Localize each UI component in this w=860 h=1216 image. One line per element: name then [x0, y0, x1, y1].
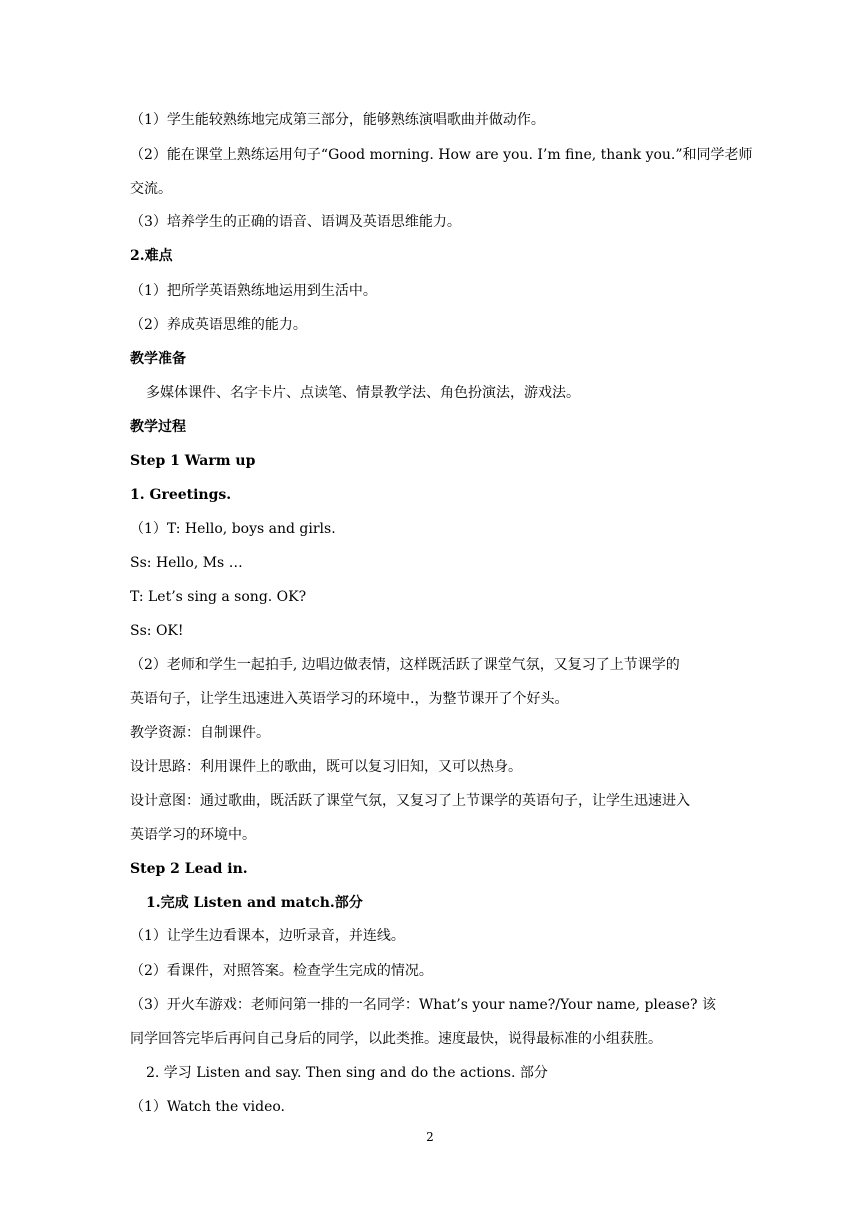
text-line: （3）培养学生的正确的语音、语调及英语思维能力。: [130, 214, 461, 230]
text-line: （1）Watch the video.: [130, 1099, 286, 1115]
text-line: 交流。: [130, 181, 172, 197]
text-line: （1）让学生边看课本，边听录音，并连线。: [130, 928, 405, 944]
text-line: 设计意图：通过歌曲，既活跃了课堂气氛，又复习了上节课学的英语句子，让学生迅速进入: [130, 793, 690, 809]
text-line: Ss: Hello, Ms …: [130, 555, 243, 571]
text-line: T: Let’s sing a song. OK?: [130, 589, 307, 605]
text-line: 英语句子，让学生迅速进入英语学习的环境中.，为整节课开了个好头。: [130, 691, 569, 707]
step-heading: Step 1 Warm up: [130, 453, 256, 469]
subsection-heading: 1. Greetings.: [130, 487, 232, 503]
text-line: 多媒体课件、名字卡片、点读笔、情景教学法、角色扮演法，游戏法。: [146, 385, 580, 401]
text-line: 同学回答完毕后再问自己身后的同学，以此类推。速度最快，说得最标准的小组获胜。: [130, 1031, 662, 1047]
text-line: 英语学习的环境中。: [130, 827, 256, 843]
section-heading: 2.难点: [130, 248, 173, 264]
text-line: 教学资源：自制课件。: [130, 725, 270, 741]
text-line: 2. 学习 Listen and say. Then sing and do the actions. 部分: [146, 1065, 548, 1081]
text-line: （1）把所学英语熟练地运用到生活中。: [130, 283, 377, 299]
text-line: （3）开火车游戏：老师问第一排的一名同学：What’s your name?/Your name, please? 该: [130, 997, 716, 1013]
page-number: 2: [426, 1130, 434, 1144]
subsection-heading: 1.完成 Listen and match.部分: [146, 895, 363, 911]
text-line: Ss: OK!: [130, 623, 184, 639]
text-line: （1）学生能较熟练地完成第三部分，能够熟练演唱歌曲并做动作。: [130, 112, 545, 128]
text-line: （2）老师和学生一起拍手, 边唱边做表情，这样既活跃了课堂气氛，又复习了上节课学的: [130, 657, 680, 673]
text-line: 设计思路：利用课件上的歌曲，既可以复习旧知，又可以热身。: [130, 759, 522, 775]
section-heading: 教学准备: [130, 351, 186, 367]
step-heading: Step 2 Lead in.: [130, 861, 248, 877]
text-line: （2）能在课堂上熟练运用句子“Good morning. How are you. I’m fine, thank you.”和同学老师: [130, 147, 753, 163]
text-line: （1）T: Hello, boys and girls.: [130, 521, 336, 537]
text-line: （2）养成英语思维的能力。: [130, 317, 307, 333]
text-line: （2）看课件，对照答案。检查学生完成的情况。: [130, 963, 433, 979]
section-heading: 教学过程: [130, 419, 186, 435]
